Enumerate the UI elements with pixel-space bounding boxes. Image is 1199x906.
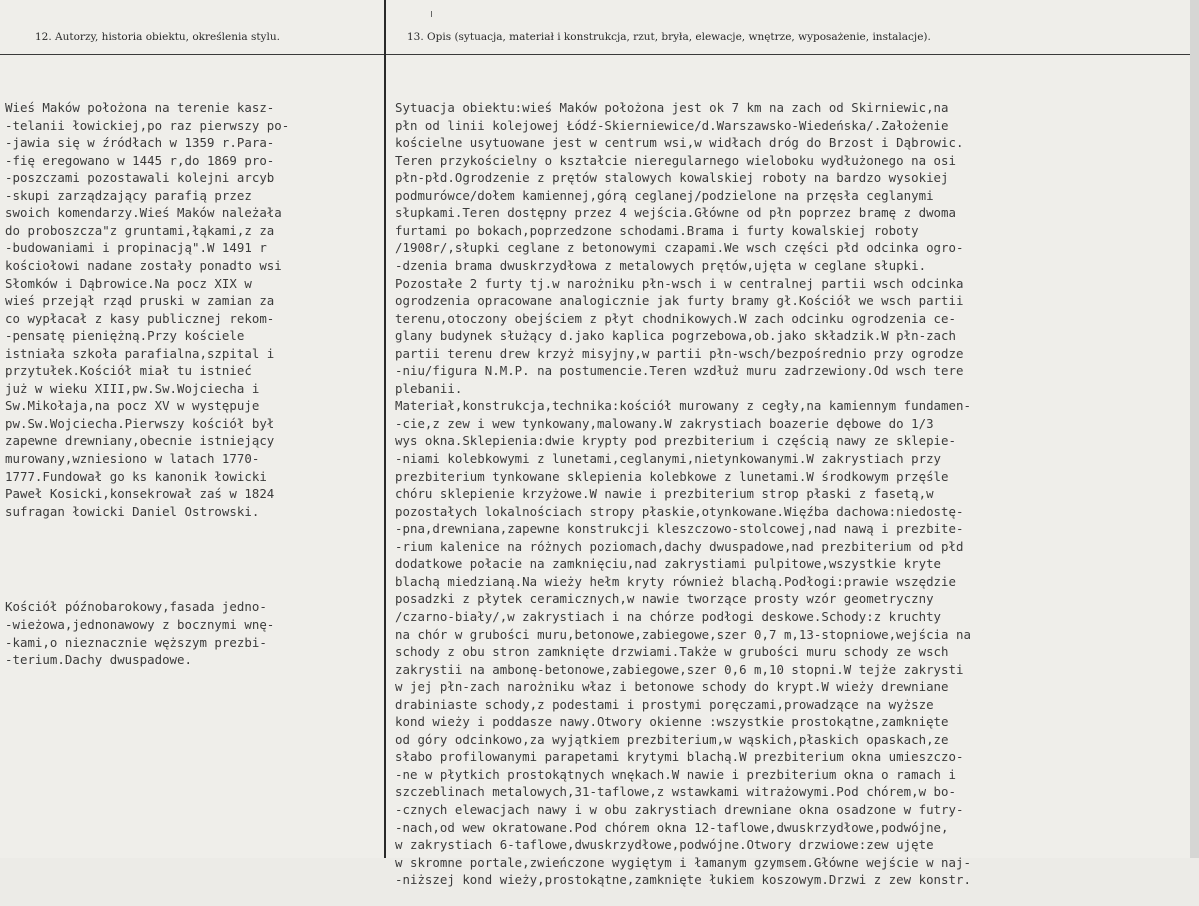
text-line: -wieżowa,jednonawowy z bocznymi wnę- [5,616,275,632]
history-paragraph [5,99,383,520]
text-line: wys okna.Sklepienia:dwie krypty pod prezbiterium i częścią nawy ze sklepie- [395,433,956,449]
paragraph-gap [5,555,383,563]
text-line: od góry odcinkowo,za wyjątkiem prezbiterium,w wąskich,płaskich opaskach,ze [395,731,949,747]
column-divider [384,0,386,858]
text-line: pw.Sw.Wojciecha.Pierwszy kościół był [5,415,275,431]
description-paragraph [395,99,1190,889]
text-line: na chór w grubości muru,betonowe,zabiegowe,szer 0,7 m,13-stopniowe,wejścia na [395,626,971,642]
text-line: drabiniaste schody,z podestami i prostymi poręczami,prowadzące na wyższe [395,696,934,712]
text-line: Pozostałe 2 furty tj.w narożniku płn-wsch i w centralnej partii wsch odcinka [395,275,964,291]
text-line: -niższej kond wieży,prostokątne,zamknięte łukiem koszowym.Drzwi z zew konstr. [395,872,971,888]
text-line: w zakrystiach 6-taflowe,dwuskrzydłowe,podwójne.Otwory drzwiowe:zew ujęte [395,837,934,853]
header-rule-right [386,54,1199,55]
page-edge [1190,0,1199,858]
text-line: już w wieku XIII,pw.Sw.Wojciecha i [5,380,260,396]
text-line: -niu/figura N.M.P. na postumencie.Teren wzdłuż muru zadrzewiony.Od wsch tere [395,363,964,379]
pen-mark [431,11,432,17]
text-line: Słomków i Dąbrowice.Na pocz XIX w [5,275,252,291]
text-line: -poszczami pozostawali kolejni arcyb [5,170,275,186]
text-line: szczeblinach metalowych,31-taflowe,z wstawkami witrażowymi.Pod chórem,w bo- [395,784,956,800]
description-text-column [395,64,1190,906]
text-line: -dzenia brama dwuskrzydłowa z metalowych prętów,ujęta w ceglane słupki. [395,258,927,274]
text-line: -pensatę pieniężną.Przy kościele [5,328,245,344]
text-line: istniała szkoła parafialna,szpital i [5,345,275,361]
text-line: Sytuacja obiektu:wieś Maków położona jest ok 7 km na zach od Skirniewic,na [395,100,949,116]
text-line: blachą miedzianą.Na wieży hełm kryty również blachą.Podłogi:prawie wszędzie [395,573,956,589]
text-line: sufragan łowicki Daniel Ostrowski. [5,503,260,519]
text-line: kościelne usytuowane jest w centrum wsi,w widłach dróg do Brzost i Dąbrowic. [395,135,964,151]
style-paragraph [5,598,383,668]
text-line: wieś przejął rząd pruski w zamian za [5,293,275,309]
text-line: -fię eregowano w 1445 r,do 1869 pro- [5,152,275,168]
text-line: /czarno-biały/,w zakrystiach i na chórze podłogi deskowe.Schody:z kruchty [395,608,942,624]
text-line: podmurówce/dołem kamiennej,górą ceglanej/podzielone na przęsła ceglanymi [395,187,934,203]
text-line: płn-płd.Ogrodzenie z prętów stalowych kowalskiej roboty na bardzo wysokiej [395,170,949,186]
text-line: Wieś Maków położona na terenie kasz- [5,100,275,116]
text-line: prezbiterium tynkowane sklepienia kolebkowe z lunetami.W środkowym przęśle [395,468,949,484]
text-line: 1777.Fundował go ks kanonik łowicki [5,468,267,484]
text-line: Sw.Mikołaja,na pocz XV w występuje [5,398,260,414]
text-line: dodatkowe połacie na zamknięciu,nad zakrystiami pulpitowe,wszystkie kryte [395,556,942,572]
text-line: swoich komendarzy.Wieś Maków należała [5,205,282,221]
section-13-header: 13. Opis (sytuacja, materiał i konstrukcja, rzut, bryła, elewacje, wnętrze, wyposażenie, instalacje). [407,31,931,43]
text-line: Paweł Kosicki,konsekrował zaś w 1824 [5,486,275,502]
text-line: słupkami.Teren dostępny przez 4 wejścia.Główne od płn poprzez bramę z dwoma [395,205,956,221]
text-line: w skromne portale,zwieńczone wygiętym i łamanym gzymsem.Główne wejście w naj- [395,854,971,870]
text-line: Kościół późnobarokowy,fasada jedno- [5,599,267,615]
text-line: posadzki z płytek ceramicznych,w nawie tworzące prosty wzór geometryczny [395,591,934,607]
text-line: terenu,otoczony obejściem z płyt chodnikowych.W zach odcinku ogrodzenia ce- [395,310,956,326]
text-line: furtami po bokach,poprzedzone schodami.Brama i furty kowalskiej roboty [395,222,919,238]
text-line: kościołowi nadane zostały ponadto wsi [5,258,282,274]
text-line: -telanii łowickiej,po raz pierwszy po- [5,117,290,133]
text-line: -niami kolebkowymi z lunetami,ceglanymi,nietynkowanymi.W zakrystiach przy [395,451,942,467]
text-line: -pna,drewniana,zapewne konstrukcji kleszczowo-stolcowej,nad nawą i prezbite- [395,521,964,537]
text-line: płn od linii kolejowej Łódź-Skierniewice/d.Warszawsko-Wiedeńska/.Założenie [395,117,949,133]
text-line: w jej płn-zach narożniku właz i betonowe schody do krypt.W wieży drewniane [395,679,949,695]
text-line: -jawia się w źródłach w 1359 r.Para- [5,135,275,151]
history-text-column [5,64,383,686]
text-line: przytułek.Kościół miał tu istnieć [5,363,252,379]
text-line: -kami,o nieznacznie węższym prezbi- [5,634,267,650]
text-line: zakrystii na ambonę-betonowe,zabiegowe,szer 0,6 m,10 stopni.W tejże zakrysti [395,661,964,677]
text-line: -terium.Dachy dwuspadowe. [5,652,192,668]
text-line: pozostałych lokalnościach stropy płaskie,otynkowane.Więźba dachowa:niedostę- [395,503,964,519]
text-line: schody z obu stron zamknięte drzwiami.Także w grubości muru schody ze wsch [395,644,949,660]
text-line: -rium kalenice na różnych poziomach,dachy dwuspadowe,nad prezbiterium od płd [395,538,964,554]
text-line: do proboszcza"z gruntami,łąkami,z za [5,222,275,238]
text-line: plebanii. [395,380,463,396]
text-line: -skupi zarządzający parafią przez [5,187,252,203]
text-line: słabo profilowanymi parapetami krytymi blachą.W prezbiterium okna umieszczo- [395,749,964,765]
text-line: Materiał,konstrukcja,technika:kościół murowany z cegły,na kamiennym fundamen- [395,398,971,414]
text-line: chóru sklepienie krzyżowe.W nawie i prezbiterium strop płaski z fasetą,w [395,486,934,502]
header-rule-left [0,54,384,55]
text-line: murowany,wzniesiono w latach 1770- [5,451,260,467]
text-line: -cznych elewacjach nawy i w obu zakrystiach drewniane okna osadzone w futry- [395,801,964,817]
text-line: -nach,od wew okratowane.Pod chórem okna 12-taflowe,dwuskrzydłowe,podwójne, [395,819,949,835]
text-line: kond wieży i poddasze nawy.Otwory okienne :wszystkie prostokątne,zamknięte [395,714,949,730]
text-line: -budowaniami i propinacją".W 1491 r [5,240,267,256]
text-line: Teren przykościelny o kształcie nieregularnego wieloboku wydłużonego na osi [395,152,956,168]
text-line: partii terenu drew krzyż misyjny,w partii płn-wsch/bezpośrednio przy ogrodze [395,345,964,361]
text-line: glany budynek służący d.jako kaplica pogrzebowa,ob.jako składzik.W płn-zach [395,328,956,344]
section-12-header: 12. Autorzy, historia obiektu, określenia stylu. [35,31,280,43]
text-line: /1908r/,słupki ceglane z betonowymi czapami.We wsch części płd odcinka ogro- [395,240,964,256]
text-line: -cie,z zew i wew tynkowany,malowany.W zakrystiach boazerie dębowe do 1/3 [395,415,934,431]
text-line: ogrodzenia opracowane analogicznie jak furty bramy gł.Kościół we wsch partii [395,293,964,309]
text-line: -ne w płytkich prostokątnych wnękach.W nawie i prezbiterium okna o ramach i [395,766,956,782]
text-line: zapewne drewniany,obecnie istniejący [5,433,275,449]
text-line: co wypłacał z kasy publicznej rekom- [5,310,275,326]
